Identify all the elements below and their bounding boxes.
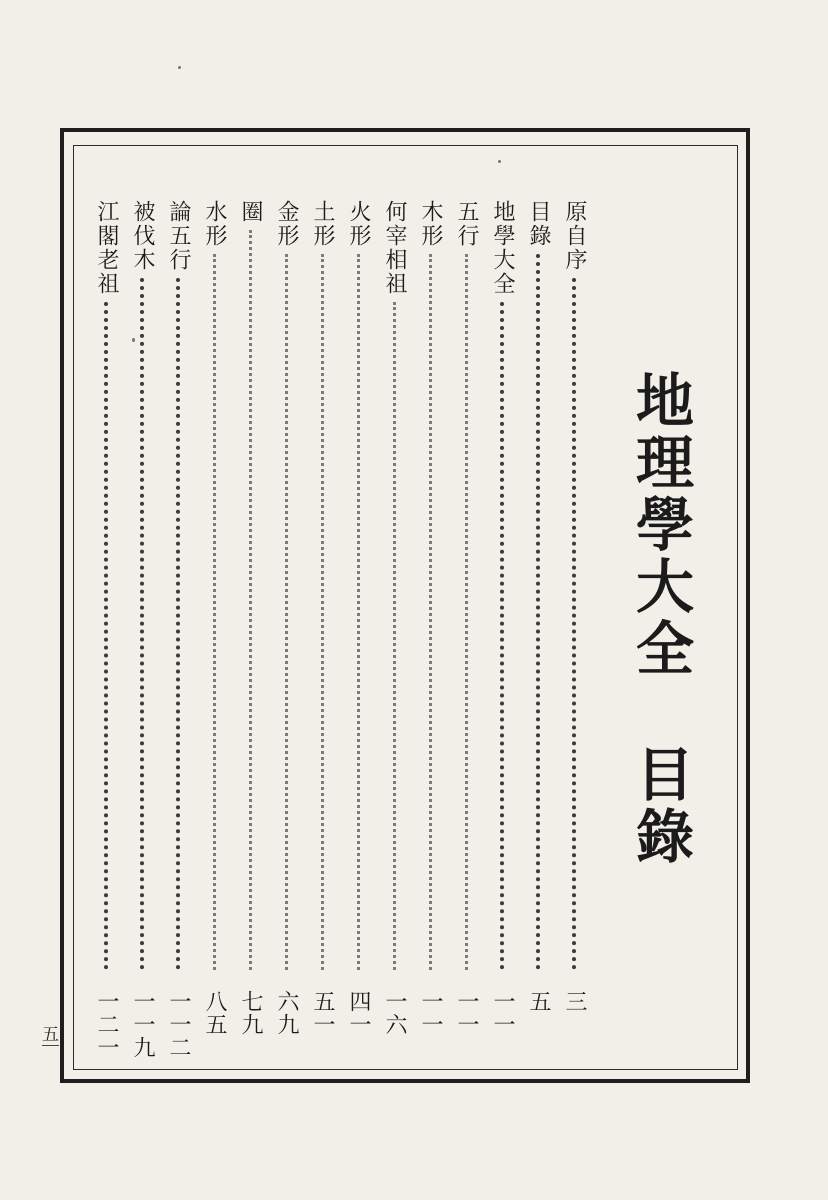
toc-page-number: 五一 — [310, 990, 335, 1036]
dot-leader — [500, 302, 504, 970]
page-title: 地理學大全目錄 — [626, 370, 694, 868]
toc-page-number: 一一 — [454, 990, 479, 1036]
dot-leader — [213, 254, 216, 970]
scan-speck — [178, 66, 181, 69]
toc-entry-fire-form[interactable] — [344, 200, 372, 970]
toc-page-number: 一二一 — [94, 990, 119, 1059]
toc-label: 江閣老祖 — [94, 200, 119, 296]
toc-label: 何宰相祖 — [382, 200, 407, 296]
dot-leader — [465, 254, 468, 970]
toc-page-number: 一一 — [490, 990, 515, 1036]
toc-entry-he-prime-minister[interactable] — [380, 200, 408, 970]
toc-page-number: 一一二 — [166, 990, 191, 1059]
toc-entry-earth-form[interactable] — [308, 200, 336, 970]
toc-entry-felled-tree[interactable] — [128, 200, 156, 970]
toc-label: 被伐木 — [130, 200, 155, 272]
toc-entry-five-elements[interactable] — [452, 200, 480, 970]
toc-label: 原自序 — [562, 200, 587, 272]
toc-label: 地學大全 — [490, 200, 515, 296]
toc-page-number: 七九 — [238, 990, 263, 1036]
toc-page-number: 一一 — [418, 990, 443, 1036]
toc-page-number: 八五 — [202, 990, 227, 1036]
toc-label: 論五行 — [166, 200, 191, 272]
toc-label: 圈 — [238, 200, 263, 224]
dot-leader — [321, 254, 324, 970]
dot-leader — [357, 254, 360, 970]
toc-page-number: 三 — [562, 990, 587, 1013]
dot-leader — [249, 230, 252, 970]
dot-leader — [393, 302, 396, 970]
folio-page-number: 五 — [42, 1025, 59, 1045]
toc-entry-water-form[interactable] — [200, 200, 228, 970]
toc-page-number: 一一九 — [130, 990, 155, 1059]
toc-label: 土形 — [310, 200, 335, 248]
toc-entry-dixue-daquan[interactable] — [488, 200, 516, 970]
scan-speck — [498, 160, 501, 163]
toc-entry-circle[interactable] — [236, 200, 264, 970]
toc-page-number: 一六 — [382, 990, 407, 1036]
dot-leader — [140, 278, 144, 970]
toc-label: 水形 — [202, 200, 227, 248]
toc-entry-contents[interactable] — [524, 200, 552, 970]
toc-label: 木形 — [418, 200, 443, 248]
toc-label: 金形 — [274, 200, 299, 248]
dot-leader — [285, 254, 288, 970]
toc-page-number: 五 — [526, 990, 551, 1013]
toc-entry-metal-form[interactable] — [272, 200, 300, 970]
toc-entry-on-five-elements[interactable] — [164, 200, 192, 970]
toc-entry-wood-form[interactable] — [416, 200, 444, 970]
dot-leader — [104, 302, 108, 970]
dot-leader — [536, 254, 540, 970]
toc-label: 五行 — [454, 200, 479, 248]
scan-speck — [132, 338, 135, 342]
dot-leader — [429, 254, 432, 970]
dot-leader — [572, 278, 576, 970]
toc-page-number: 六九 — [274, 990, 299, 1036]
toc-label: 目錄 — [526, 200, 551, 248]
toc-entry-jiang-gelao-ancestor[interactable] — [92, 200, 120, 970]
toc-page-number: 四一 — [346, 990, 371, 1036]
dot-leader — [176, 278, 180, 970]
toc-label: 火形 — [346, 200, 371, 248]
toc-entry-preface[interactable] — [560, 200, 588, 970]
